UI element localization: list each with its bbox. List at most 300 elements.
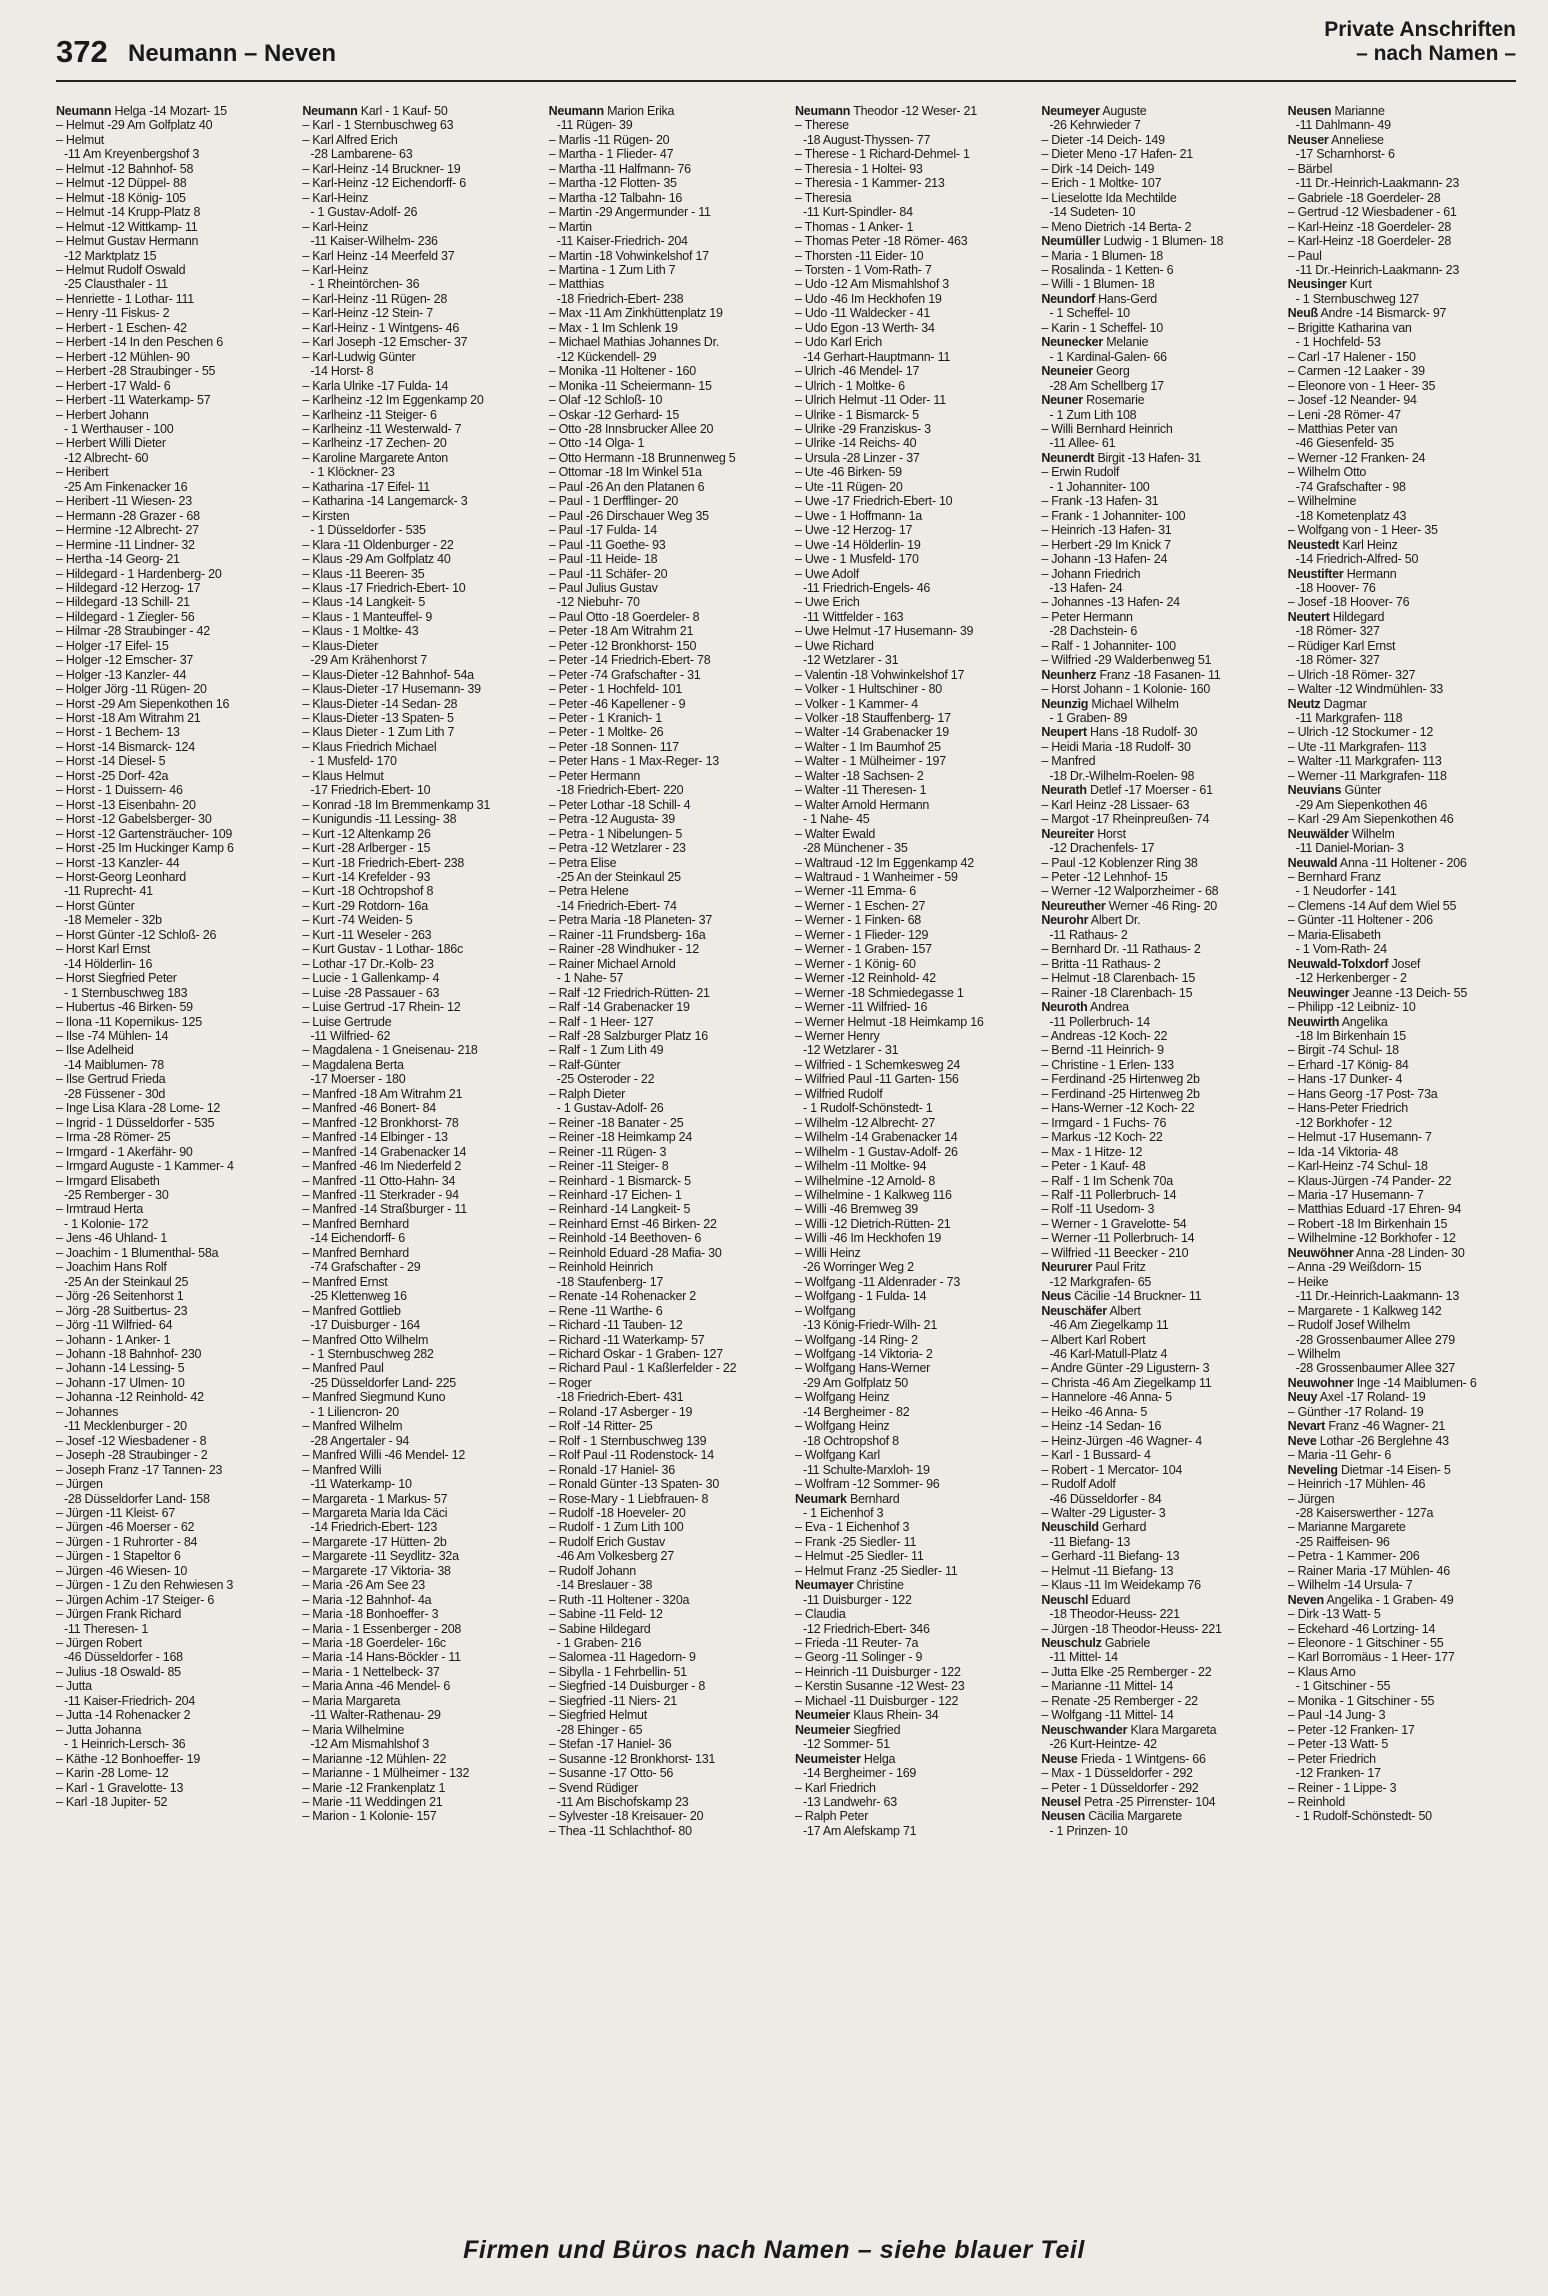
entry-text: – Jürgen -18 Theodor-Heuss- 221	[1041, 1621, 1222, 1636]
surname: Neupert	[1041, 725, 1087, 740]
entry-text: Horst	[1097, 826, 1126, 841]
entry-text: – Lucie - 1 Gallenkamp- 4	[302, 971, 440, 986]
directory-entry	[549, 971, 777, 985]
directory-entry	[1288, 350, 1516, 364]
entry-text: Helga	[863, 1751, 896, 1766]
directory-entry	[549, 1130, 777, 1144]
entry-text: -14 Friedrich-Alfred- 50	[1295, 552, 1419, 567]
entry-text: – Horst -14 Bismarck- 124	[56, 739, 195, 754]
entry-text: – Henry -11 Fiskus- 2	[56, 306, 170, 321]
directory-entry	[1041, 205, 1269, 219]
entry-text: -14 Breslauer - 38	[556, 1578, 653, 1593]
directory-entry	[1288, 1492, 1516, 1506]
directory-entry	[549, 408, 777, 422]
entry-text: – Karin - 1 Scheffel- 10	[1041, 320, 1163, 335]
directory-entry	[302, 682, 530, 696]
entry-text: – Ralf -28 Salzburger Platz 16	[548, 1029, 708, 1043]
entry-text: – Clemens -14 Auf dem Wiel 55	[1287, 898, 1457, 913]
entry-text: – Walter Ewald	[794, 826, 876, 841]
entry-text: – Ute -11 Markgrafen- 113	[1287, 739, 1427, 754]
entry-text: -11 Waterkamp- 10	[310, 1477, 412, 1492]
directory-entry	[795, 1275, 1023, 1289]
directory-entry	[795, 1463, 1023, 1477]
entry-text: – Martha -11 Halfmann- 76	[548, 161, 691, 176]
directory-entry	[795, 870, 1023, 884]
directory-entry	[795, 234, 1023, 248]
entry-text: – Werner -11 Wilfried- 16	[794, 1000, 928, 1015]
directory-entry	[56, 523, 284, 537]
directory-entry	[1288, 1145, 1516, 1159]
directory-entry	[795, 1145, 1023, 1159]
entry-text: – Hilmar -28 Straubinger - 42	[56, 624, 210, 639]
directory-entry	[795, 350, 1023, 364]
entry-text: – Ralf -14 Grabenacker 19	[548, 1000, 690, 1015]
directory-entry	[56, 971, 284, 985]
directory-entry	[795, 1520, 1023, 1534]
entry-text: – Reiner -11 Steiger- 8	[548, 1159, 669, 1174]
entry-text: – Frieda -11 Reuter- 7a	[794, 1636, 919, 1651]
entry-text: – Karl - 1 Bussard- 4	[1041, 1448, 1151, 1463]
directory-entry	[549, 1665, 777, 1679]
directory-entry	[795, 1188, 1023, 1202]
entry-text: – Jürgen	[1287, 1491, 1335, 1506]
entry-text: -11 Rügen- 39	[556, 118, 633, 133]
directory-entry	[1041, 798, 1269, 812]
entry-text: – Robert -18 Im Birkenhain 15	[1287, 1216, 1448, 1231]
page-range: Neumann – Neven	[128, 40, 337, 67]
entry-text: – Horst Siegfried Peter	[56, 971, 177, 986]
surname: Neuschild	[1041, 1520, 1099, 1535]
entry-text: – Manfred -14 Grabenacker 14	[302, 1144, 467, 1159]
entry-text: Hildegard	[1332, 609, 1385, 624]
entry-text: -12 Friedrich-Ebert- 346	[802, 1621, 930, 1636]
entry-text: – Rainer Maria -17 Mühlen- 46	[1287, 1563, 1450, 1578]
entry-text: – Siegfried -11 Niers- 21	[548, 1693, 677, 1708]
entry-text: – Oskar -12 Gerhard- 15	[548, 407, 680, 422]
entry-text: – Klaus -29 Am Golfplatz 40	[302, 552, 451, 567]
directory-entry	[795, 1665, 1023, 1679]
directory-entry	[56, 1101, 284, 1115]
entry-text: – Marianne - 1 Mülheimer - 132	[302, 1766, 470, 1781]
directory-entry	[1041, 1130, 1269, 1144]
entry-text: – Waltraud - 1 Wanheimer - 59	[794, 870, 958, 885]
directory-entry	[549, 841, 777, 855]
directory-entry	[1288, 1188, 1516, 1202]
entry-text: – Rudolf - 1 Zum Lith 100	[548, 1520, 684, 1535]
directory-entry	[1288, 1072, 1516, 1086]
directory-entry	[302, 1492, 530, 1506]
entry-text: Eduard	[1091, 1592, 1131, 1607]
directory-entry	[549, 783, 777, 797]
directory-entry	[1041, 1766, 1269, 1780]
directory-entry	[795, 1347, 1023, 1361]
directory-entry	[549, 1723, 777, 1737]
directory-entry	[302, 480, 530, 494]
directory-entry	[56, 1231, 284, 1245]
directory-entry-head	[1288, 306, 1516, 320]
directory-entry	[56, 899, 284, 913]
entry-text: -14 Gerhart-Hauptmann- 11	[802, 349, 951, 364]
entry-text: – Peter - 1 Düsseldorfer - 292	[1041, 1780, 1199, 1795]
directory-entry	[549, 1492, 777, 1506]
directory-entry	[549, 1752, 777, 1766]
surname: Neurohr	[1041, 913, 1089, 928]
directory-entry	[795, 1824, 1023, 1838]
surname: Nevart	[1287, 1419, 1326, 1434]
directory-entry	[56, 1217, 284, 1231]
entry-text: - 1 Sternbuschweg 127	[1295, 291, 1419, 306]
directory-entry	[302, 1752, 530, 1766]
directory-entry	[1288, 1477, 1516, 1491]
entry-text: – Michael Mathias Johannes Dr.	[548, 335, 720, 350]
entry-text: – Ilona -11 Kopernikus- 125	[56, 1014, 202, 1029]
entry-text: -17 Friedrich-Ebert- 10	[310, 783, 431, 798]
entry-text: – Manfred Wilhelm	[302, 1419, 403, 1434]
directory-entry	[302, 798, 530, 812]
entry-text: – Britta -11 Rathaus- 2	[1041, 956, 1161, 971]
directory-entry	[56, 1029, 284, 1043]
directory-entry-head	[1041, 1593, 1269, 1607]
entry-text: -25 Osteroder - 22	[556, 1072, 655, 1087]
directory-entry	[549, 581, 777, 595]
directory-entry	[795, 1043, 1023, 1057]
directory-entry	[549, 1694, 777, 1708]
entry-text: -28 Grossenbaumer Allee 279	[1295, 1332, 1455, 1347]
entry-text: – Günter -11 Holtener - 206	[1287, 913, 1433, 928]
entry-text: – Werner - 1 Finken- 68	[794, 913, 922, 928]
entry-text: – Paul -14 Jung- 3	[1287, 1708, 1386, 1723]
entry-text: – Wolfgang Heinz	[794, 1390, 890, 1405]
entry-text: – Joachim - 1 Blumenthal- 58a	[56, 1245, 219, 1260]
directory-entry	[795, 913, 1023, 927]
directory-entry	[302, 610, 530, 624]
directory-entry	[795, 1766, 1023, 1780]
directory-entry-head	[549, 104, 777, 118]
entry-text: – Peter - 1 Kranich- 1	[548, 711, 662, 726]
entry-text: – Karoline Margarete Anton	[302, 450, 449, 465]
directory-entry	[795, 682, 1023, 696]
entry-text: – Johannes -13 Hafen- 24	[1041, 595, 1180, 610]
directory-entry	[1288, 1564, 1516, 1578]
entry-text: – Wilhelm Otto	[1287, 465, 1367, 480]
entry-text: – Udo -12 Am Mismahlshof 3	[794, 277, 949, 292]
entry-text: – Werner Henry	[794, 1029, 880, 1043]
entry-text: – Jürgen -46 Wiesen- 10	[56, 1563, 188, 1578]
entry-text: Anna -28 Linden- 30	[1356, 1245, 1465, 1260]
entry-text: Auguste	[1102, 104, 1147, 118]
directory-entry	[1041, 263, 1269, 277]
directory-entry	[56, 451, 284, 465]
directory-entry	[1288, 1101, 1516, 1115]
entry-text: -11 Kaiser-Friedrich- 204	[556, 234, 688, 249]
directory-entry	[1288, 147, 1516, 161]
directory-entry	[1288, 191, 1516, 205]
entry-text: -46 Karl-Matull-Platz 4	[1049, 1346, 1168, 1361]
surname: Neutz	[1287, 696, 1321, 711]
entry-text: – Rudolf Johann	[548, 1563, 636, 1578]
entry-text: -12 Wetzlarer - 31	[802, 653, 899, 668]
entry-text: – Marianne -11 Mittel- 14	[1041, 1679, 1174, 1694]
entry-text: – Ulrike -29 Franziskus- 3	[794, 421, 931, 436]
entry-text: – Udo Egon -13 Werth- 34	[794, 320, 935, 335]
directory-entry	[795, 292, 1023, 306]
directory-entry	[56, 884, 284, 898]
directory-entry	[1288, 1347, 1516, 1361]
directory-entry	[549, 1275, 777, 1289]
entry-text: – Heinz -14 Sedan- 16	[1041, 1419, 1162, 1434]
directory-entry	[549, 263, 777, 277]
entry-text: -74 Grafschafter - 29	[310, 1260, 421, 1275]
entry-text: – Horst -12 Gartensträucher- 109	[56, 826, 233, 841]
directory-entry	[302, 147, 530, 161]
entry-text: -14 Eichendorff- 6	[310, 1231, 405, 1246]
directory-column	[1288, 104, 1516, 2222]
directory-entry	[302, 408, 530, 422]
entry-text: – Dieter Meno -17 Hafen- 21	[1041, 147, 1193, 162]
directory-entry	[549, 350, 777, 364]
directory-entry	[1288, 205, 1516, 219]
directory-entry	[1041, 523, 1269, 537]
entry-text: – Horst -12 Gabelsberger- 30	[56, 812, 212, 827]
surname: Neumüller	[1041, 234, 1101, 249]
directory-entry	[302, 335, 530, 349]
directory-entry	[1041, 1188, 1269, 1202]
entry-text: -12 Markgrafen- 65	[1049, 1274, 1152, 1289]
directory-entry	[1041, 133, 1269, 147]
entry-text: – Andreas -12 Koch- 22	[1041, 1029, 1168, 1043]
entry-text: – Rene -11 Warthe- 6	[548, 1303, 663, 1318]
directory-entry	[302, 494, 530, 508]
entry-text: – Maria - 1 Blumen- 18	[1041, 248, 1163, 263]
entry-text: - 1 Klöckner- 23	[310, 465, 395, 480]
entry-text: – Peter -12 Franken- 17	[1287, 1722, 1415, 1737]
directory-entry	[56, 292, 284, 306]
directory-entry	[1041, 624, 1269, 638]
directory-entry	[56, 1434, 284, 1448]
entry-text: Dagmar	[1323, 696, 1367, 711]
entry-text: – Martha -12 Talbahn- 16	[548, 190, 683, 205]
directory-entry	[302, 118, 530, 132]
directory-entry	[1041, 1708, 1269, 1722]
entry-text: - 1 Prinzen- 10	[1049, 1823, 1128, 1838]
surname: Neuschwander	[1041, 1722, 1128, 1737]
entry-text: Albert Dr.	[1090, 913, 1141, 928]
entry-text: – Helmut -25 Siedler- 11	[794, 1549, 924, 1564]
surname: Neutert	[1287, 609, 1330, 624]
entry-text: -11 Dr.-Heinrich-Laakmann- 13	[1295, 1289, 1460, 1304]
entry-text: -28 Lambarene- 63	[310, 147, 413, 162]
directory-entry-head	[1288, 610, 1516, 624]
directory-entry	[56, 624, 284, 638]
directory-entry	[1041, 220, 1269, 234]
entry-text: Karl - 1 Kauf- 50	[360, 104, 448, 118]
directory-entry	[56, 798, 284, 812]
entry-text: – Maria -14 Hans-Böckler - 11	[302, 1650, 461, 1665]
entry-text: Angelika - 1 Graben- 49	[1326, 1592, 1454, 1607]
entry-text: – Marianne -12 Mühlen- 22	[302, 1751, 447, 1766]
directory-entry	[549, 335, 777, 349]
entry-text: – Klaus - 1 Moltke- 43	[302, 624, 419, 639]
directory-entry	[795, 1694, 1023, 1708]
entry-text: – Peter Hermann	[548, 768, 641, 783]
directory-entry	[795, 436, 1023, 450]
entry-text: – Manfred Bernhard	[302, 1216, 410, 1231]
directory-entry-head	[1288, 1376, 1516, 1390]
directory-entry	[795, 1607, 1023, 1621]
entry-text: – Maria - 1 Essenberger - 208	[302, 1621, 462, 1636]
directory-entry	[549, 856, 777, 870]
directory-entry	[1288, 581, 1516, 595]
directory-entry	[1288, 725, 1516, 739]
entry-text: -18 Dr.-Wilhelm-Roelen- 98	[1049, 768, 1195, 783]
directory-entry	[1041, 1492, 1269, 1506]
directory-entry	[549, 1766, 777, 1780]
directory-entry	[302, 1622, 530, 1636]
entry-text: – Margot -17 Rheinpreußen- 74	[1041, 812, 1210, 827]
directory-entry	[1288, 379, 1516, 393]
entry-text: – Leni -28 Römer- 47	[1287, 407, 1401, 422]
directory-entry	[549, 1072, 777, 1086]
directory-entry	[1041, 928, 1269, 942]
entry-text: – Waltraud -12 Im Eggenkamp 42	[794, 855, 974, 870]
entry-text: – Karl Borromäus - 1 Heer- 177	[1287, 1650, 1455, 1665]
directory-entry	[56, 1492, 284, 1506]
directory-entry	[56, 220, 284, 234]
surname: Neuser	[1287, 132, 1329, 147]
directory-entry	[302, 1766, 530, 1780]
entry-text: – Werner -11 Markgrafen- 118	[1287, 768, 1447, 783]
directory-entry	[795, 335, 1023, 349]
entry-text: -25 Am Finkenacker 16	[64, 479, 188, 494]
entry-text: – Martin	[548, 219, 592, 234]
directory-entry	[1041, 509, 1269, 523]
directory-entry	[1288, 1058, 1516, 1072]
entry-text: – Birgit -74 Schul- 18	[1287, 1043, 1399, 1058]
directory-entry	[1288, 1333, 1516, 1347]
entry-text: – Jürgen Robert	[56, 1636, 142, 1651]
directory-entry	[549, 147, 777, 161]
surname: Neuroth	[1041, 1000, 1088, 1015]
entry-text: – Karlheinz -11 Steiger- 6	[302, 407, 437, 422]
entry-text: - 1 Eichenhof 3	[802, 1505, 884, 1520]
directory-entry	[56, 1159, 284, 1173]
entry-text: – Frank - 1 Johanniter- 100	[1041, 508, 1186, 523]
entry-text: Jeanne -13 Deich- 55	[1352, 985, 1468, 1000]
entry-text: – Reinhard -14 Langkeit- 5	[548, 1202, 691, 1217]
entry-text: – Manfred Siegmund Kuno	[302, 1390, 446, 1405]
directory-entry	[549, 451, 777, 465]
directory-entry	[56, 1752, 284, 1766]
directory-entry	[549, 1824, 777, 1838]
directory-entry	[56, 393, 284, 407]
directory-entry	[549, 1145, 777, 1159]
entry-text: – Werner -12 Franken- 24	[1287, 450, 1426, 465]
directory-entry	[56, 1015, 284, 1029]
entry-text: – Ralf -12 Friedrich-Rütten- 21	[548, 985, 710, 1000]
directory-entry	[795, 1650, 1023, 1664]
entry-text: – Ralf - 1 Heer- 127	[548, 1014, 654, 1029]
entry-text: -12 Herkenberger - 2	[1295, 971, 1407, 986]
entry-text: – Maria - 1 Nettelbeck- 37	[302, 1664, 440, 1679]
directory-entry	[1288, 682, 1516, 696]
directory-entry	[302, 1130, 530, 1144]
directory-entry	[1288, 1202, 1516, 1216]
directory-entry	[56, 668, 284, 682]
directory-entry	[56, 1766, 284, 1780]
directory-entry	[1041, 408, 1269, 422]
directory-entry	[1041, 1087, 1269, 1101]
directory-entry	[1288, 1723, 1516, 1737]
entry-text: – Katharina -17 Eifel- 11	[302, 479, 430, 494]
directory-entry	[302, 1260, 530, 1274]
entry-text: – Wilhelmine -12 Arnold- 8	[794, 1173, 936, 1188]
directory-entry	[56, 1058, 284, 1072]
entry-text: – Michael -11 Duisburger - 122	[794, 1693, 959, 1708]
entry-text: - 1 Graben- 89	[1049, 711, 1128, 726]
entry-text: – Petra -12 Wetzlarer - 23	[548, 841, 686, 856]
directory-entry	[302, 538, 530, 552]
entry-text: Hans -18 Rudolf- 30	[1090, 725, 1198, 740]
surname: Neureiter	[1041, 826, 1094, 841]
entry-text: – Christa -46 Am Ziegelkamp 11	[1041, 1375, 1212, 1390]
entry-text: – Ruth -11 Holtener - 320a	[548, 1592, 690, 1607]
entry-text: -11 Friedrich-Engels- 46	[802, 580, 931, 595]
directory-entry	[795, 1419, 1023, 1433]
directory-entry-head	[302, 104, 530, 118]
entry-text: – Holger -17 Eifel- 15	[56, 638, 169, 653]
entry-text: – Roland -17 Asberger - 19	[548, 1404, 693, 1419]
entry-text: – Willi -46 Im Heckhofen 19	[794, 1231, 942, 1246]
directory-entry	[1288, 1405, 1516, 1419]
entry-text: – Werner -11 Emma- 6	[794, 884, 916, 899]
directory-entry-head	[1041, 1636, 1269, 1650]
entry-text: – Reiner - 1 Lippe- 3	[1287, 1780, 1397, 1795]
directory-entry	[1041, 1737, 1269, 1751]
entry-text: – Margarete -11 Seydlitz- 32a	[302, 1549, 459, 1564]
directory-entry	[1288, 653, 1516, 667]
entry-text: – Hildegard - 1 Ziegler- 56	[56, 609, 195, 624]
directory-entry	[549, 1116, 777, 1130]
entry-text: – Ralph Peter	[794, 1809, 869, 1824]
entry-text: – Manfred -11 Sterkrader - 94	[302, 1187, 459, 1202]
entry-text: – Eleonore - 1 Gitschiner - 55	[1287, 1636, 1444, 1651]
entry-text: - 1 Sternbuschweg 183	[64, 985, 188, 1000]
directory-entry	[549, 1419, 777, 1433]
entry-text: - 1 Sternbuschweg 282	[310, 1346, 434, 1361]
directory-entry	[56, 653, 284, 667]
entry-text: – Klaus -11 Beeren- 35	[302, 566, 425, 581]
directory-entry	[56, 769, 284, 783]
entry-text: – Hertha -14 Georg- 21	[56, 552, 180, 567]
directory-entry	[56, 827, 284, 841]
directory-entry	[302, 277, 530, 291]
entry-text: -12 Franken- 17	[1295, 1766, 1381, 1781]
entry-text: – Jürgen -11 Kleist- 67	[56, 1505, 176, 1520]
directory-entry	[302, 884, 530, 898]
directory-entry	[302, 1809, 530, 1823]
directory-entry	[56, 480, 284, 494]
directory-entry-head	[1288, 277, 1516, 291]
entry-text: – Margarete -17 Hütten- 2b	[302, 1534, 447, 1549]
directory-entry	[56, 1347, 284, 1361]
entry-text: – Klaus -17 Friedrich-Ebert- 10	[302, 580, 466, 595]
entry-text: – Maria Wilhelmine	[302, 1722, 405, 1737]
directory-entry	[1041, 610, 1269, 624]
entry-text: – Karl-Heinz -14 Bruckner- 19	[302, 161, 461, 176]
directory-entry	[302, 1549, 530, 1563]
directory-entry	[549, 1463, 777, 1477]
directory-entry	[1041, 870, 1269, 884]
